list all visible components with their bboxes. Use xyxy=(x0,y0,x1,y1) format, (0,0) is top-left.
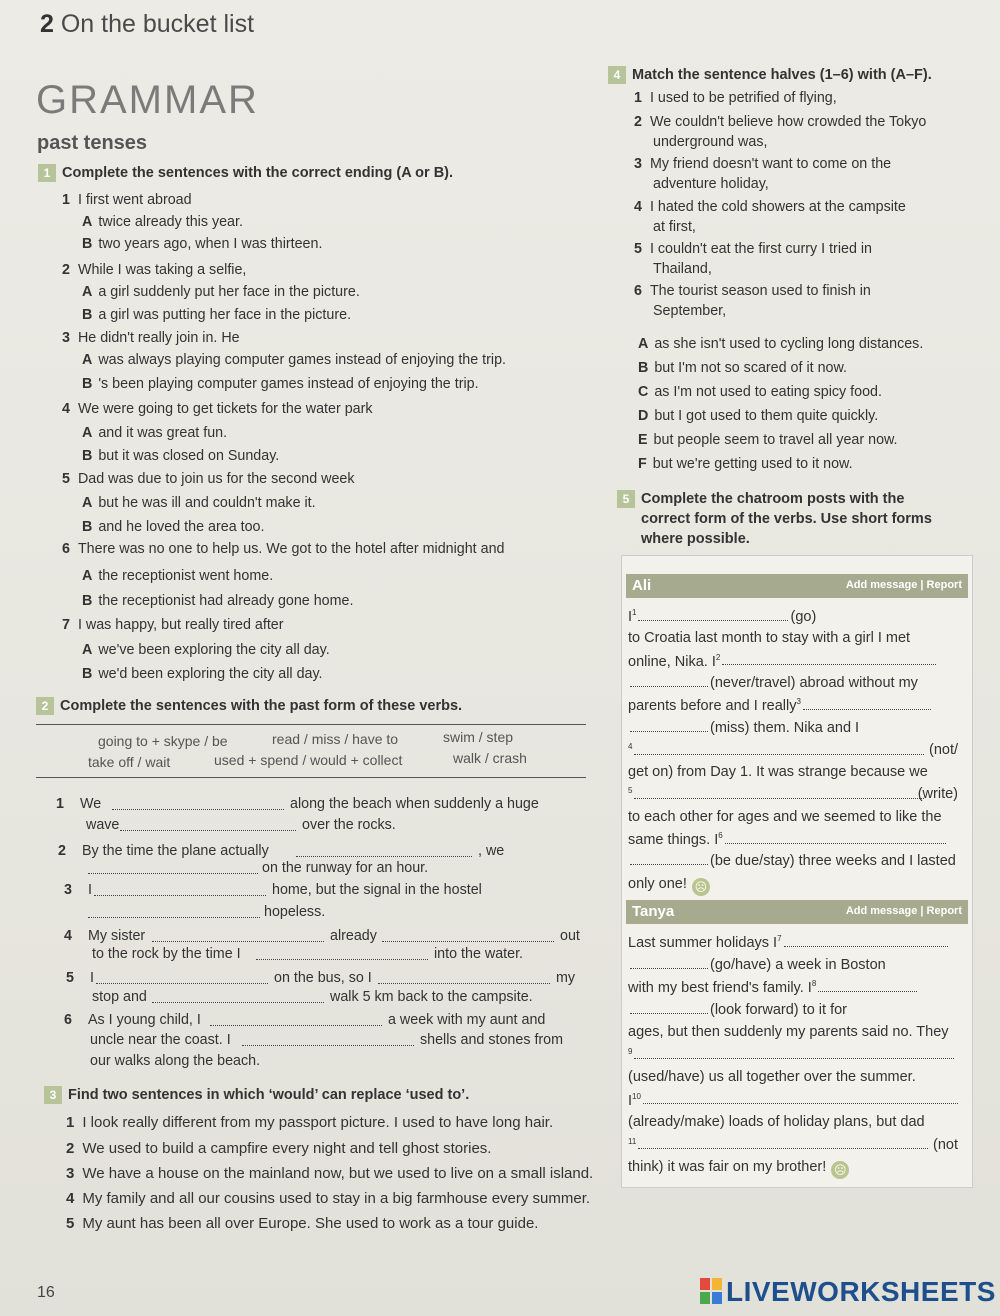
chat-text: (not xyxy=(933,1136,958,1153)
option-letter: B xyxy=(82,307,93,323)
answer-blank[interactable] xyxy=(152,991,324,1003)
chat-line xyxy=(628,720,966,736)
page-number: 16 xyxy=(37,1284,55,1301)
exercise-1-instruction: 1 Complete the sentences with the correct ending (A or B). xyxy=(38,164,453,182)
question xyxy=(62,617,284,633)
liveworksheets-icon xyxy=(700,1278,722,1304)
line-text: a week with my aunt and xyxy=(388,1012,546,1028)
option-text: but he was ill and couldn't make it. xyxy=(98,495,316,511)
answer-blank[interactable] xyxy=(634,743,924,755)
line-text: We xyxy=(80,796,102,812)
line-text: As I young child, I xyxy=(88,1012,201,1028)
chat-line xyxy=(628,697,966,714)
sentence-text: My friend doesn't want to come on the xyxy=(649,156,892,172)
gap-number: 9 xyxy=(628,1046,633,1056)
chat-text: same things. I xyxy=(628,831,719,848)
chat-text: to Croatia last month to stay with a girl I met xyxy=(628,630,911,647)
option-letter: A xyxy=(82,284,93,300)
sentence-text-cont: underground was, xyxy=(653,134,768,150)
chat-line xyxy=(628,979,966,996)
word-box xyxy=(36,724,586,778)
answer-blank[interactable] xyxy=(818,980,917,992)
gap-number: 4 xyxy=(628,741,633,751)
option-letter: A xyxy=(82,495,93,511)
question-number: 5 xyxy=(66,970,74,986)
chat-line xyxy=(628,876,966,896)
line-text: uncle near the coast. I xyxy=(90,1032,231,1048)
answer-option-a[interactable] xyxy=(82,425,227,441)
answer-blank[interactable] xyxy=(120,819,296,831)
question-number: 3 xyxy=(64,882,72,898)
exercise-5-instruction: 5 Complete the chatroom posts with the correct form of the verbs. Use short forms where possible. xyxy=(617,489,932,549)
answer-option-a[interactable] xyxy=(82,495,316,511)
chat-line xyxy=(628,957,966,973)
sentence-item[interactable] xyxy=(66,1114,553,1131)
frown-emoji-icon: ☹ xyxy=(692,878,710,896)
sentence-text: We used to build a campfire every night and tell ghost stories. xyxy=(82,1140,492,1157)
chat-line xyxy=(628,608,966,625)
sentence-text-cont: Thailand, xyxy=(653,261,712,277)
chat-text: (miss) them. Nika and I xyxy=(710,719,860,736)
sentence-text-cont: at first, xyxy=(653,219,696,235)
option-letter: D xyxy=(638,408,649,424)
unit-title: 2 On the bucket list xyxy=(40,10,255,38)
question-number: 1 xyxy=(66,1114,75,1131)
option-text: the receptionist had already gone home. xyxy=(98,593,354,609)
answer-option-b[interactable] xyxy=(82,236,322,252)
chat-text: to each other for ages and we seemed to like the xyxy=(628,808,942,825)
question-number: 3 xyxy=(634,156,642,172)
question xyxy=(62,330,240,346)
option-letter: F xyxy=(638,456,647,472)
answer-blank[interactable] xyxy=(382,930,554,942)
answer-blank[interactable] xyxy=(638,609,788,621)
match-option[interactable] xyxy=(638,360,847,376)
option-text: but we're getting used to it now. xyxy=(652,456,853,472)
chat-text: (write) xyxy=(917,786,958,803)
chat-line xyxy=(628,1024,966,1040)
chat-line xyxy=(628,831,966,848)
answer-option-a[interactable] xyxy=(82,352,506,368)
option-text: and he loved the area too. xyxy=(98,519,265,535)
sentence-text-cont: adventure holiday, xyxy=(653,176,769,192)
answer-blank[interactable] xyxy=(784,935,948,947)
question-number: 4 xyxy=(66,1190,75,1207)
chat-line xyxy=(628,1069,966,1085)
answer-blank[interactable] xyxy=(256,948,428,960)
chat-text: ages, but then suddenly my parents said no. They xyxy=(628,1024,949,1040)
chat-line xyxy=(628,1092,966,1109)
answer-blank[interactable] xyxy=(630,853,708,865)
chat-text: I xyxy=(628,1092,633,1109)
sentence-text: We couldn't believe how crowded the Tokyo xyxy=(649,114,927,130)
gap-number: 10 xyxy=(632,1091,641,1101)
watermark-logo: LIVEWORKSHEETS xyxy=(700,1276,996,1308)
sentence-text: We have a house on the mainland now, but we used to live on a small island. xyxy=(82,1165,594,1182)
gap-number: 11 xyxy=(628,1136,637,1146)
answer-blank[interactable] xyxy=(643,1092,958,1104)
question xyxy=(62,262,246,278)
word-group: used + spend / would + collect xyxy=(214,752,403,768)
answer-option-a[interactable] xyxy=(82,214,243,230)
chat-text: Last summer holidays I xyxy=(628,934,778,951)
chat-line xyxy=(628,1114,966,1130)
answer-blank[interactable] xyxy=(725,832,946,844)
chat-line xyxy=(628,742,966,759)
sentence-half xyxy=(634,156,891,172)
chat-line xyxy=(628,653,966,670)
add-message-report-link[interactable]: Add message | Report xyxy=(845,579,962,591)
answer-blank[interactable] xyxy=(630,720,708,732)
line-text: along the beach when suddenly a huge xyxy=(290,796,539,812)
question-text: He didn't really join in. He xyxy=(77,330,240,346)
chat-line xyxy=(628,934,966,951)
line-text: over the rocks. xyxy=(302,817,396,833)
option-letter: C xyxy=(638,384,649,400)
line-text: stop and xyxy=(92,989,147,1005)
question-number: 3 xyxy=(66,1165,75,1182)
gap-number: 2 xyxy=(715,652,721,662)
chat-line xyxy=(628,675,966,691)
line-text: I xyxy=(88,882,92,898)
question-number: 6 xyxy=(62,541,70,557)
post-header-ali xyxy=(626,574,968,598)
answer-blank[interactable] xyxy=(803,698,931,710)
subsection-heading: past tenses xyxy=(37,132,148,154)
chat-line xyxy=(628,786,966,803)
chat-text: (used/have) us all together over the summer. xyxy=(628,1069,916,1085)
answer-option-b[interactable] xyxy=(82,519,264,535)
gap-number: 8 xyxy=(811,979,817,988)
option-text: a girl suddenly put her face in the picture. xyxy=(98,284,360,300)
line-text: into the water. xyxy=(434,946,524,962)
line-text: on the bus, so I xyxy=(274,970,372,986)
answer-option-b[interactable] xyxy=(82,593,353,609)
option-letter: B xyxy=(82,666,93,682)
chat-text: (already/make) loads of holiday plans, but dad xyxy=(628,1114,925,1130)
exercise-3-instruction: 3 Find two sentences in which ‘would’ can replace ‘used to’. xyxy=(44,1086,469,1104)
option-text: the receptionist went home. xyxy=(98,568,274,584)
option-letter: A xyxy=(82,352,93,368)
answer-blank[interactable] xyxy=(112,798,284,810)
add-message-report-link[interactable]: Add message | Report xyxy=(845,905,962,917)
answer-blank[interactable] xyxy=(634,787,924,799)
option-text: but I got used to them quite quickly. xyxy=(654,408,879,424)
option-text: as she isn't used to cycling long distances. xyxy=(654,336,924,352)
question xyxy=(62,192,192,208)
option-text: as I'm not used to eating spicy food. xyxy=(654,384,882,400)
question-number: 4 xyxy=(634,199,642,215)
question-number: 1 xyxy=(56,796,64,812)
chat-line xyxy=(628,853,966,869)
sentence-half xyxy=(634,283,871,299)
question-text: Dad was due to join us for the second week xyxy=(77,471,355,487)
line-text: walk 5 km back to the campsite. xyxy=(330,989,533,1005)
match-option[interactable] xyxy=(638,384,882,400)
word-group: walk / crash xyxy=(453,750,527,766)
question-number: 7 xyxy=(62,617,70,633)
chat-text: parents before and I really xyxy=(628,698,797,715)
gap-number: 5 xyxy=(628,786,633,796)
question-number: 3 xyxy=(62,330,70,346)
answer-option-a[interactable] xyxy=(82,284,360,300)
answer-blank[interactable] xyxy=(630,675,708,687)
answer-blank[interactable] xyxy=(94,884,266,896)
sentence-text: The tourist season used to finish in xyxy=(649,283,871,299)
question-number: 2 xyxy=(66,1140,75,1157)
question-text: I was happy, but really tired after xyxy=(77,617,284,633)
question-number: 2 xyxy=(634,114,642,130)
line-text: out xyxy=(560,928,580,944)
chat-line xyxy=(628,1002,966,1018)
answer-option-b[interactable] xyxy=(82,307,351,323)
chat-text: (be due/stay) three weeks and I lasted xyxy=(710,853,956,870)
option-letter: B xyxy=(82,376,93,392)
chat-line xyxy=(628,764,966,780)
sentence-text: My family and all our cousins used to stay in a big farmhouse every summer. xyxy=(82,1190,591,1207)
answer-blank[interactable] xyxy=(296,845,472,857)
question xyxy=(62,471,355,487)
chat-line xyxy=(628,1047,966,1064)
option-letter: A xyxy=(82,214,93,230)
chat-text: (not/ xyxy=(928,741,958,758)
answer-blank[interactable] xyxy=(96,972,268,984)
sentence-item[interactable] xyxy=(66,1190,590,1207)
sentence-text: I hated the cold showers at the campsite xyxy=(649,199,906,215)
post-header-tanya xyxy=(626,900,968,924)
chat-text: with my best friend's family. I xyxy=(628,979,812,996)
option-text: was always playing computer games instead of enjoying the trip. xyxy=(98,352,507,368)
question-number: 1 xyxy=(634,90,642,106)
answer-blank[interactable] xyxy=(152,930,324,942)
word-group: read / miss / have to xyxy=(272,731,399,747)
line-text: on the runway for an hour. xyxy=(262,860,429,876)
chat-text: I xyxy=(628,608,633,625)
chat-text: only one! xyxy=(628,875,687,892)
question-number: 6 xyxy=(634,283,642,299)
question-number: 4 xyxy=(64,928,72,944)
sentence-half xyxy=(634,199,906,215)
option-letter: E xyxy=(638,432,648,448)
sentence-text: My aunt has been all over Europe. She used to work as a tour guide. xyxy=(82,1215,539,1232)
match-option[interactable] xyxy=(638,456,853,472)
question-number: 1 xyxy=(62,192,70,208)
match-option[interactable] xyxy=(638,336,923,352)
sentence-item[interactable] xyxy=(66,1215,538,1232)
option-letter: B xyxy=(82,593,93,609)
option-text: two years ago, when I was thirteen. xyxy=(98,236,323,252)
chat-text: (go) xyxy=(790,608,817,625)
sentence-half xyxy=(634,114,926,130)
answer-blank[interactable] xyxy=(634,1047,954,1059)
chat-text: (go/have) a week in Boston xyxy=(710,956,886,973)
answer-option-a[interactable] xyxy=(82,642,330,658)
option-letter: A xyxy=(82,642,93,658)
question-text: While I was taking a selfie, xyxy=(77,262,247,278)
question-text: I first went abroad xyxy=(77,192,192,208)
sentence-item[interactable] xyxy=(66,1140,491,1157)
line-text: hopeless. xyxy=(264,904,326,920)
section-heading: GRAMMAR xyxy=(36,78,259,122)
sentence-half xyxy=(634,241,872,257)
gap-number: 1 xyxy=(632,608,637,617)
answer-blank[interactable] xyxy=(630,1002,708,1014)
word-group: going to + skype / be xyxy=(98,733,228,749)
match-option[interactable] xyxy=(638,432,898,448)
poster-name: Ali xyxy=(632,577,652,594)
gap-number: 6 xyxy=(718,831,723,840)
sentence-item[interactable] xyxy=(66,1165,593,1182)
option-text: we've been exploring the city all day. xyxy=(98,642,330,658)
gap-number: 3 xyxy=(796,697,801,707)
answer-blank[interactable] xyxy=(242,1034,414,1046)
chat-text: (look forward) to it for xyxy=(710,1001,847,1018)
chat-line xyxy=(628,1159,966,1179)
option-letter: B xyxy=(638,360,649,376)
option-text: a girl was putting her face in the picture. xyxy=(98,307,352,323)
chat-line xyxy=(628,630,966,646)
frown-emoji-icon: ☹ xyxy=(831,1161,849,1179)
sentence-text: I couldn't eat the first curry I tried in xyxy=(649,241,872,257)
option-letter: B xyxy=(82,519,93,535)
option-letter: A xyxy=(82,568,93,584)
answer-blank[interactable] xyxy=(638,1137,928,1149)
chatroom-panel xyxy=(621,555,973,1188)
sentence-text: I used to be petrified of flying, xyxy=(649,90,837,106)
word-group: swim / step xyxy=(443,729,514,745)
sentence-text: I look really different from my passport picture. I used to have long hair. xyxy=(82,1114,554,1131)
question-number: 5 xyxy=(62,471,70,487)
chat-text: (never/travel) abroad without my xyxy=(710,674,918,691)
question xyxy=(62,401,373,417)
answer-blank[interactable] xyxy=(722,653,936,665)
option-letter: B xyxy=(82,448,93,464)
line-text: our walks along the beach. xyxy=(90,1053,261,1069)
answer-blank[interactable] xyxy=(88,906,260,918)
answer-option-b[interactable] xyxy=(82,666,323,682)
line-text: , we xyxy=(478,843,505,859)
line-text: to the rock by the time I xyxy=(92,946,241,962)
sentence-text-cont: September, xyxy=(653,303,727,319)
option-letter: A xyxy=(638,336,649,352)
answer-blank[interactable] xyxy=(378,972,550,984)
option-text: but I'm not so scared of it now. xyxy=(654,360,847,376)
question-number: 5 xyxy=(634,241,642,257)
question-number: 4 xyxy=(62,401,70,417)
option-text: we'd been exploring the city all day. xyxy=(98,666,323,682)
chat-text: get on) from Day 1. It was strange because we xyxy=(628,764,928,781)
exercise-4-instruction: 4 Match the sentence halves (1–6) with (A–F). xyxy=(608,66,932,84)
chat-text: online, Nika. I xyxy=(628,653,716,670)
line-text: By the time the plane actually xyxy=(82,843,269,859)
poster-name: Tanya xyxy=(632,903,675,920)
exercise-2-instruction: 2 Complete the sentences with the past form of these verbs. xyxy=(36,697,462,715)
answer-blank[interactable] xyxy=(630,957,708,969)
answer-blank[interactable] xyxy=(88,862,258,874)
option-letter: A xyxy=(82,425,93,441)
line-text: home, but the signal in the hostel xyxy=(272,882,482,898)
word-group: take off / wait xyxy=(88,754,171,770)
answer-blank[interactable] xyxy=(210,1014,382,1026)
chat-line xyxy=(628,1137,966,1154)
line-text: I xyxy=(90,970,94,986)
answer-option-b[interactable] xyxy=(82,448,279,464)
line-text: already xyxy=(330,928,377,944)
match-option[interactable] xyxy=(638,408,878,424)
sentence-half xyxy=(634,90,837,106)
option-text: twice already this year. xyxy=(98,214,243,230)
line-text: My sister xyxy=(88,928,146,944)
line-text: wave xyxy=(86,817,120,833)
option-text: and it was great fun. xyxy=(98,425,228,441)
answer-option-a[interactable] xyxy=(82,568,273,584)
question-number: 5 xyxy=(66,1215,75,1232)
answer-option-b[interactable] xyxy=(82,376,479,392)
line-text: my xyxy=(556,970,576,986)
option-text: 's been playing computer games instead of enjoying the trip. xyxy=(98,376,479,392)
chat-line xyxy=(628,809,966,825)
gap-number: 7 xyxy=(777,934,782,943)
line-text: shells and stones from xyxy=(420,1032,564,1048)
question-text: There was no one to help us. We got to the hotel after midnight and xyxy=(77,541,505,557)
question-number: 2 xyxy=(62,262,70,278)
question-text: We were going to get tickets for the water park xyxy=(77,401,373,417)
question-number: 2 xyxy=(58,843,66,859)
chat-text: think) it was fair on my brother! xyxy=(628,1159,827,1175)
option-letter: B xyxy=(82,236,93,252)
question xyxy=(62,541,504,557)
question-number: 6 xyxy=(64,1012,72,1028)
option-text: but it was closed on Sunday. xyxy=(98,448,280,464)
option-text: but people seem to travel all year now. xyxy=(653,432,898,448)
